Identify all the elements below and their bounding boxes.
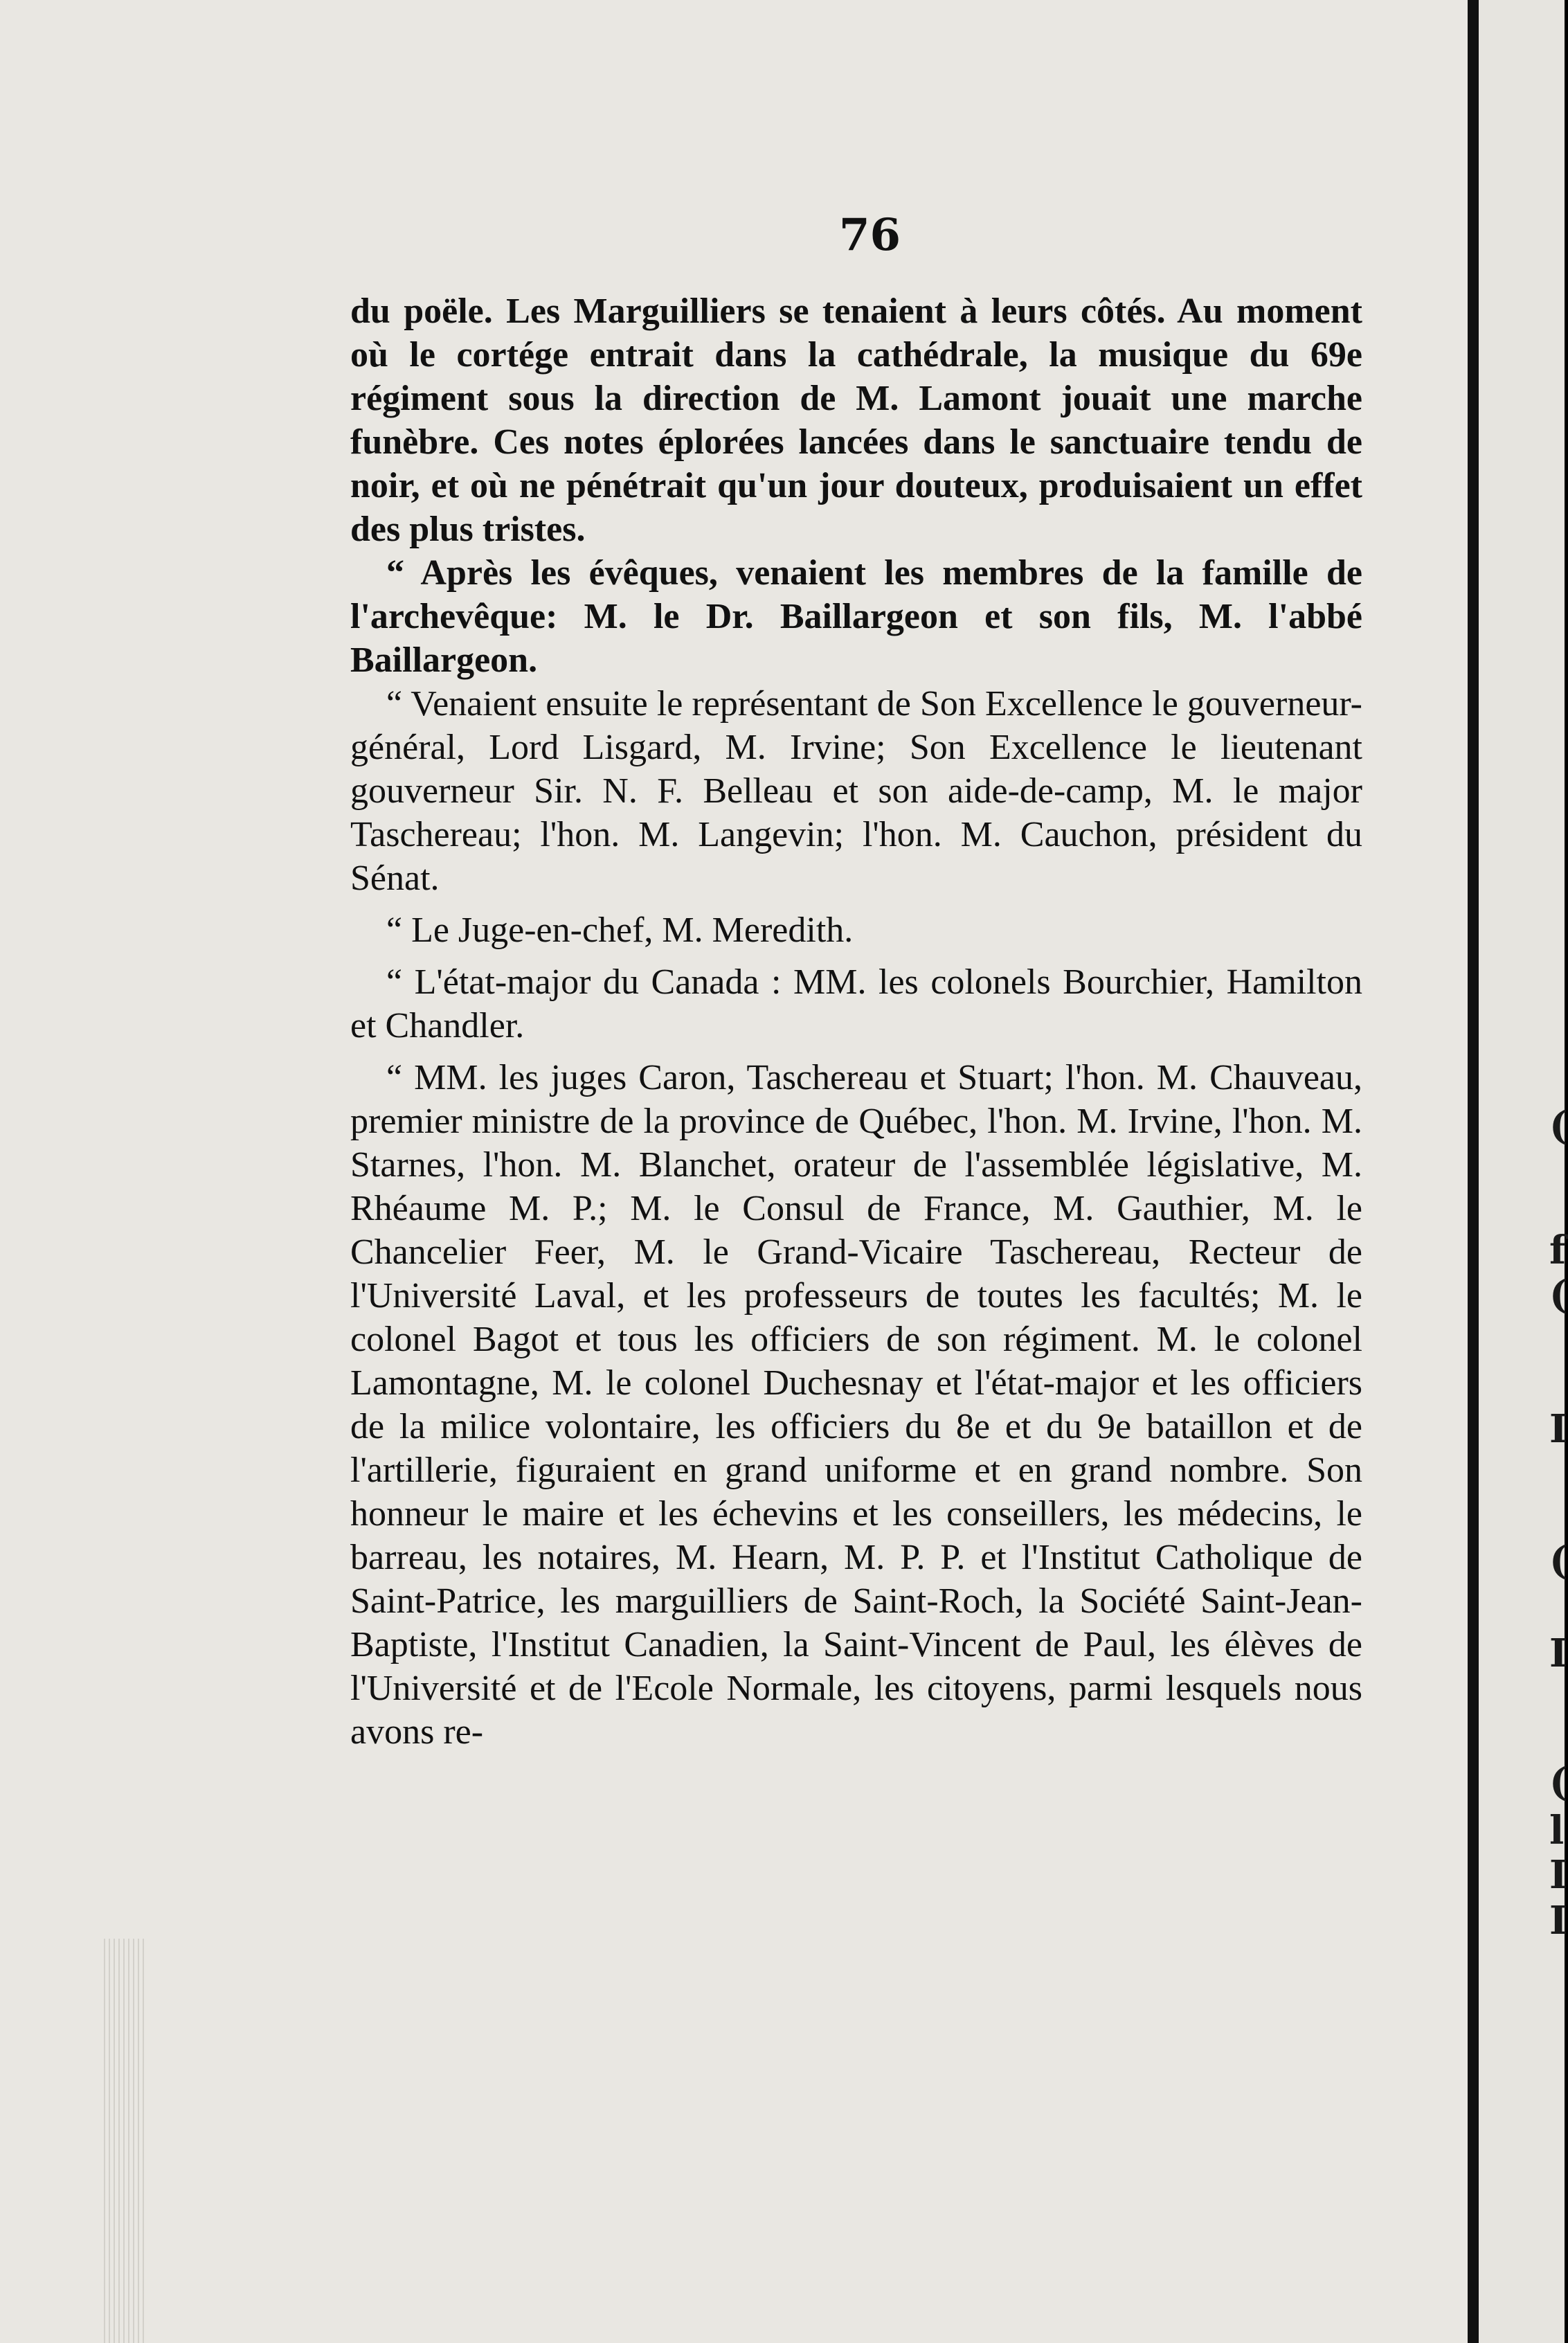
edge-mark: I (1549, 1631, 1568, 1676)
binding-gutter (1468, 0, 1479, 2343)
edge-mark: l (1549, 1808, 1565, 1853)
paragraph-5: “ L'état-major du Canada : MM. les colonels Bourchier, Hamilton et Chandler. (350, 962, 1362, 1045)
edge-mark: ( (1549, 1538, 1568, 1583)
edge-mark: ( (1549, 1759, 1568, 1805)
edge-mark: I (1549, 1898, 1568, 1943)
edge-mark: f (1549, 1228, 1567, 1273)
edge-mark: ( (1549, 1272, 1568, 1318)
body-text (350, 289, 1362, 1754)
page-edges-decoration (104, 1939, 145, 2343)
paragraph-1: du poële. Les Marguilliers se tenaient à leurs côtés. Au moment où le cortége entrait dans la cathédrale, la musique du 69e régiment sous la direction de M. Lamont jouait une marche funèbre. Ces notes éplorées lancées dans le sanctuaire tendu de noir, et où ne pénétrait qu'un jour douteux, produisaient un effet des plus tristes. (350, 291, 1362, 549)
paragraph-4: “ Le Juge-en-chef, M. Meredith. (386, 910, 854, 950)
paragraph-3: “ Venaient ensuite le représentant de Son Excellence le gouverneur-général, Lord Lisgard, M. Irvine; Son Excellence le lieutenant gouverneur Sir. N. F. Belleau et son aide-de-camp, M. le major Taschereau; l'hon. M. Langevin; l'hon. M. Cauchon, président du Sénat. (350, 684, 1362, 898)
facing-page-edge (1479, 0, 1568, 2343)
paragraph-6: “ MM. les juges Caron, Taschereau et Stuart; l'hon. M. Chauveau, premier ministre de la province de Québec, l'hon. M. Irvine, l'hon. M. Starnes, l'hon. M. Blanchet, orateur de l'assemblée législative, M. Rhéaume M. P.; M. le Consul de France, M. Gauthier, M. le Chancelier Feer, M. le Grand-Vicaire Taschereau, Recteur de l'Université Laval, et les professeurs de toutes les facultés; M. le colonel Bagot et tous les officiers de son régiment. M. le colonel Lamontagne, M. le colonel Duchesnay et l'état-major et les officiers de la milice volontaire, les officiers du 8e et du 9e bataillon et de l'artillerie, figuraient en grand uniforme et en grand nombre. Son honneur le maire et les échevins et les conseillers, les médecins, le barreau, les notaires, M. Hearn, M. P. P. et l'Institut Catholique de Saint-Patrice, les marguilliers de Saint-Roch, la Société Saint-Jean-Baptiste, l'Institut Canadien, la Saint-Vincent de Paul, les élèves de l'Université et de l'Ecole Normale, les citoyens, parmi lesquels nous avons re- (350, 1058, 1362, 1752)
edge-mark: I (1549, 1406, 1568, 1452)
edge-mark: I (1549, 1852, 1568, 1898)
edge-mark: ( (1549, 1103, 1568, 1149)
page-number: 76 (839, 209, 901, 261)
paragraph-2: “ Après les évêques, venaient les membres de la famille de l'archevêque: M. le Dr. Baillargeon et son fils, M. l'abbé Baillargeon. (350, 553, 1362, 680)
